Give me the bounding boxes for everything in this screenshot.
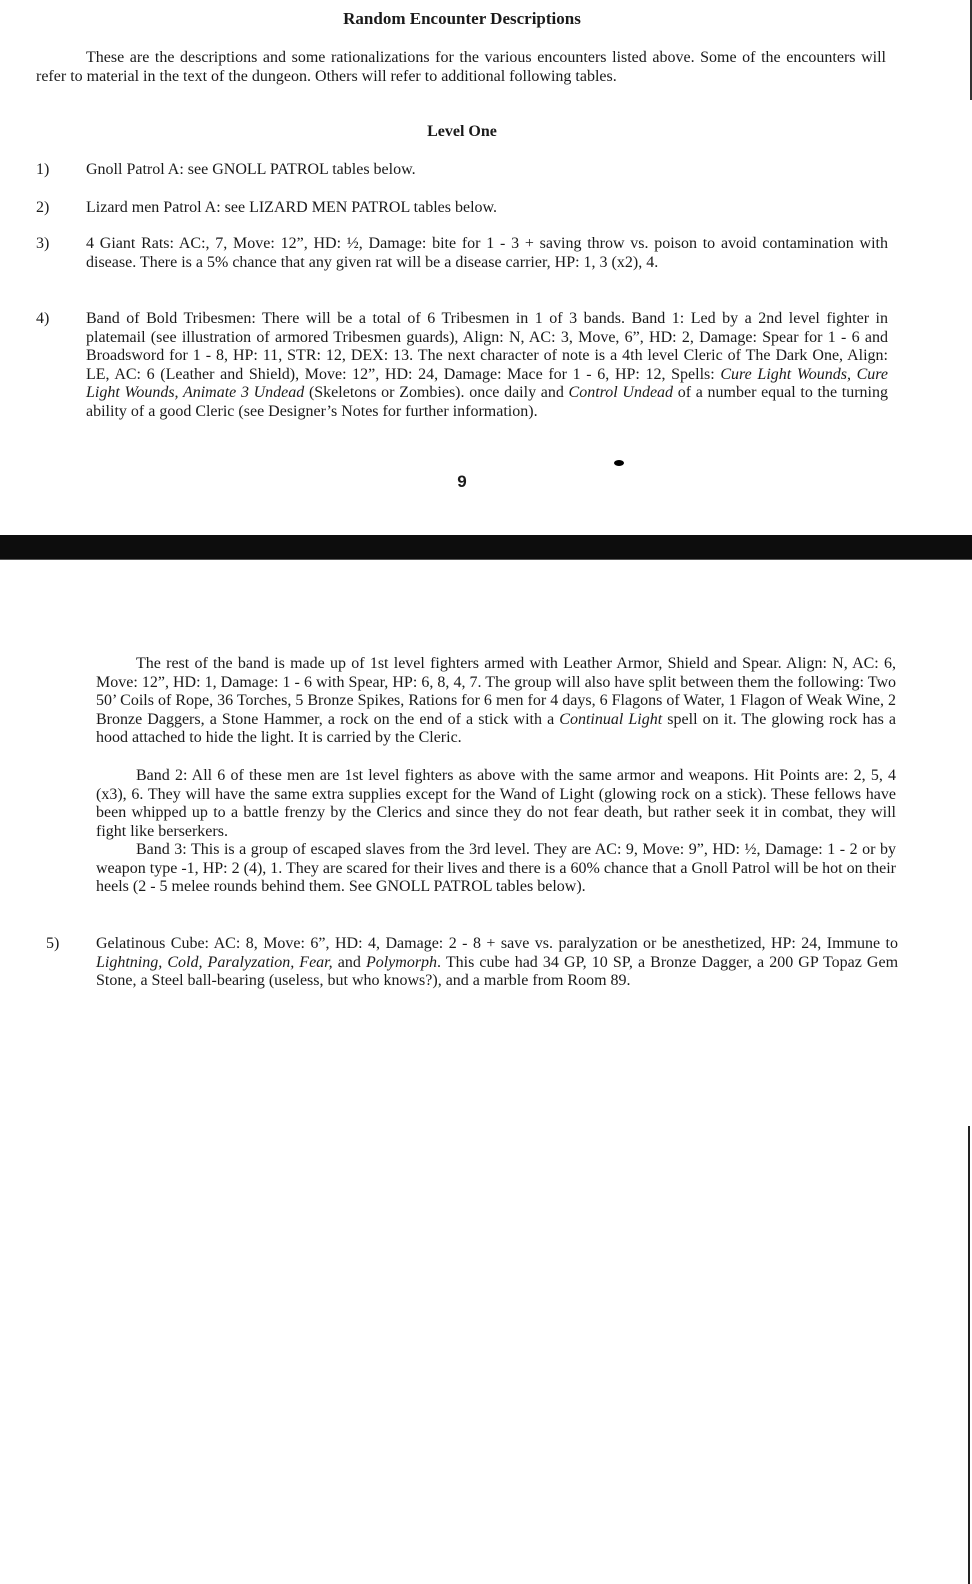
spell-name: Continual Light (559, 710, 663, 728)
encounter-number: 5) (46, 935, 60, 952)
spell-names: Cure Light Wounds, Cure Light Wounds, Animate 3 Undead (86, 365, 888, 401)
encounter-text (86, 310, 888, 421)
encounter-text-part: and (332, 953, 366, 971)
spell-name: Control Undead (568, 384, 674, 401)
encounter-number: 3) (36, 235, 50, 252)
upper-page (0, 0, 972, 535)
immunity-list: Lightning, Cold, Paralyzation, Fear, (96, 953, 333, 971)
encounter-text-part: of a number equal to the turning ability of a good Cleric (see Designer’s Notes for further information). (86, 384, 888, 420)
intro-paragraph (36, 48, 886, 86)
encounter-text: Lizard men Patrol A: see LIZARD MEN PATROL tables below. (86, 199, 498, 216)
ink-blot (614, 460, 624, 466)
encounter-text-part: Band of Bold Tribesmen: There will be a total of 6 Tribesmen in 1 of 3 bands. Band 1: Led by a 2nd level fighter in platemail (see illustration of armored Tribesmen guards), Align: N, AC: 3, Move, 6”, HD: 2, Damage: Spear for 1 - 6 and Broadsword for 1 - 8, HP: 11, STR: 12, DEX: 13. The next character of note is a 4th level Cleric of The Dark One, Align: LE, AC: 6 (Leather and Shield), Move: 12”, HD: 24, Damage: Mace for 1 - 6, HP: 12, Spells: (86, 310, 888, 383)
page-title: Random Encounter Descriptions (343, 9, 581, 28)
page-divider (0, 535, 972, 559)
band-2-paragraph: Band 2: All 6 of these men are 1st level fighters as above with the same armor and weapons. Hit Points are: 2, 5, 4 (x3), 6. They will have the same extra supplies except for the Wand of Light (glowing rock on a stick). These fellows have been whipped up to a battle frenzy by the Clerics and since they do not fear death, but rather seek it in combat, they will fight like berserkers. (96, 767, 896, 840)
page-edge (968, 1126, 970, 1584)
encounter-number: 1) (36, 161, 50, 178)
encounter-text-part: (Skeletons or Zombies). once daily and (304, 384, 569, 401)
encounter-number: 4) (36, 310, 50, 327)
band-3-paragraph: Band 3: This is a group of escaped slaves from the 3rd level. They are AC: 9, Move: 9”, HD: ½, Damage: 1 - 2 or by weapon type -1, HP: 2 (4), 1. They are scared for their lives and there is a 60% chance that a Gnoll Patrol will be hot on their heels (2 - 5 melee rounds behind them. See GNOLL PATROL tables below). (96, 841, 896, 895)
paragraph-text: spell on it. The glowing rock has a hood attached to hide the light. It is carried by the Cleric. (96, 710, 897, 746)
intro-text: These are the descriptions and some rationalizations for the various encounters listed above. Some of the encounters will refer to material in the text of the dungeon. Others will refer to additional following tables. (36, 49, 886, 85)
encounter-text-part: Gelatinous Cube: AC: 8, Move: 6”, HD: 4, Damage: 2 - 8 + save vs. paralyzation or be anesthetized, HP: 24, Immune to (96, 935, 898, 952)
lower-page (0, 559, 972, 1025)
paragraph-text: The rest of the band is made up of 1st level fighters armed with Leather Armor, Shield and Spear. Align: N, AC: 6, Move: 12”, HD: 1, Damage: 1 - 6 with Spear, HP: 6, 8, 4, 7. The group will also have split between them the following: Two 50’ Coils of Rope, 36 Torches, 5 Bronze Spikes, Rations for 6 men for 4 days, 6 Flagons of Water, 1 Flagon of Weak Wine, 2 Bronze Daggers, a Stone Hammer, a rock on the end of a stick with a (96, 655, 896, 728)
continuation-paragraph (96, 655, 896, 748)
level-heading: Level One (427, 123, 497, 140)
immunity-list: Polymorph (365, 953, 438, 971)
page-number: 9 (457, 472, 467, 491)
encounter-number: 2) (36, 199, 50, 216)
encounter-text-part: . This cube had 34 GP, 10 SP, a Bronze Dagger, a 200 GP Topaz Gem Stone, a Steel ball-bearing (useless, but who knows?), and a marble from Room 89. (96, 953, 899, 989)
encounter-text: Gnoll Patrol A: see GNOLL PATROL tables below. (86, 161, 416, 178)
encounter-text (96, 935, 898, 991)
encounter-text: 4 Giant Rats: AC:, 7, Move: 12”, HD: ½, Damage: bite for 1 - 3 + saving throw vs. poison to avoid contamination with disease. There is a 5% chance that any given rat will be a disease carrier, HP: 1, 3 (x2), 4. (86, 235, 888, 271)
